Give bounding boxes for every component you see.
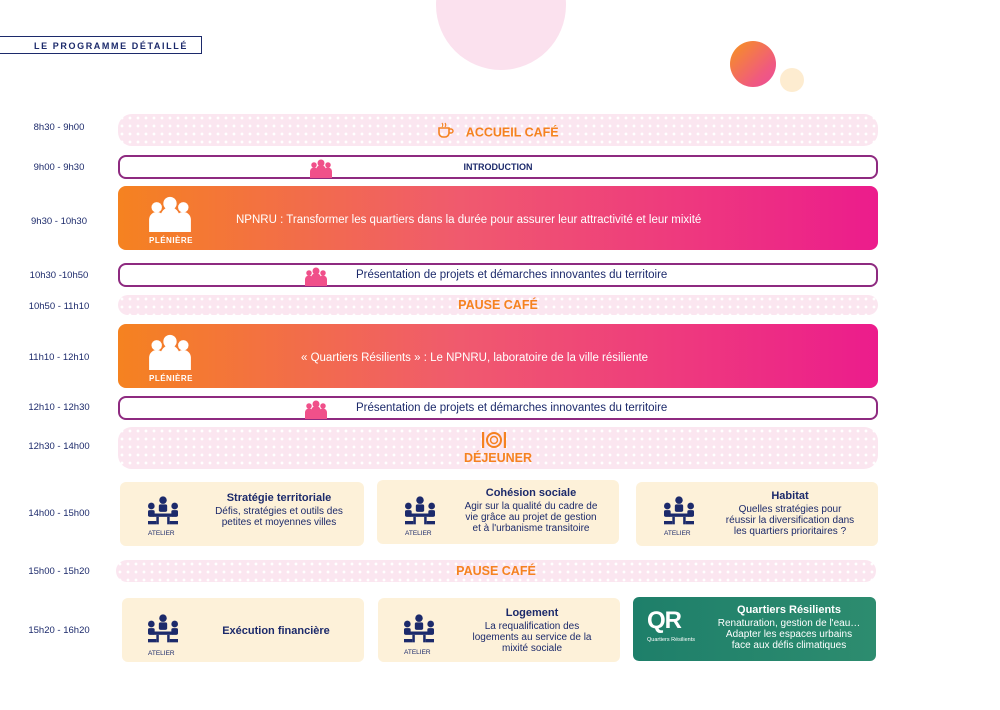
atelier-badge: ATELIER — [404, 649, 431, 656]
workshop-description: les quartiers prioritaires ? — [733, 526, 847, 537]
workshop-card — [377, 480, 619, 544]
workshop-description: Renaturation, gestion de l'eau… — [717, 618, 861, 629]
agenda-block-pleniere — [118, 324, 878, 388]
agenda-block-pleniere — [118, 186, 878, 250]
agenda-label: ACCUEIL CAFÉ — [465, 125, 559, 140]
workshop-icon — [146, 496, 180, 531]
session-type: PLÉNIÈRE — [149, 374, 194, 383]
workshop-icon — [402, 614, 436, 649]
agenda-block-presentation — [118, 396, 878, 420]
time-slot: 9h00 - 9h30 — [33, 162, 85, 173]
workshop-icon — [146, 614, 180, 649]
workshop-title: Stratégie territoriale — [226, 492, 332, 504]
time-slot: 12h10 - 12h30 — [28, 402, 90, 413]
workshop-description: La requalification des — [484, 621, 580, 632]
agenda-block-pause — [116, 560, 876, 582]
workshop-description: logements au service de la — [472, 632, 592, 643]
session-title: NPNRU : Transformer les quartiers dans la durée pour assurer leur attractivité et leur mixité — [236, 214, 702, 226]
session-type: PLÉNIÈRE — [149, 236, 194, 245]
plenary-people-icon — [145, 194, 195, 237]
session-title: Présentation de projets et démarches innovantes du territoire — [356, 402, 668, 414]
workshop-card — [636, 482, 878, 546]
audience-icon — [302, 399, 330, 424]
time-slot: 15h00 - 15h20 — [28, 566, 90, 577]
workshop-card — [120, 482, 364, 546]
agenda-label: PAUSE CAFÉ — [456, 564, 536, 578]
decorative-circle — [780, 68, 804, 92]
time-slot: 9h30 - 10h30 — [31, 216, 87, 227]
workshop-icon — [662, 496, 696, 531]
workshop-description: Adapter les espaces urbains — [725, 629, 853, 640]
workshop-description: petites et moyennes villes — [221, 517, 337, 528]
workshop-icon — [403, 496, 437, 531]
agenda-label: PAUSE CAFÉ — [458, 298, 538, 312]
time-slot: 10h30 -10h50 — [29, 270, 89, 281]
agenda-block-dejeuner — [118, 427, 878, 469]
workshop-card — [378, 598, 620, 662]
workshop-description: Quelles stratégies pour — [738, 504, 842, 515]
decorative-circle — [436, 0, 566, 70]
agenda-label: DÉJEUNER — [463, 451, 533, 465]
page-title: LE PROGRAMME DÉTAILLÉ — [0, 36, 202, 54]
workshop-description: Agir sur la qualité du cadre de — [464, 501, 598, 512]
qr-logo: QR — [647, 607, 681, 634]
workshop-description: mixité sociale — [501, 643, 563, 654]
time-slot: 12h30 - 14h00 — [28, 441, 90, 452]
workshop-card — [122, 598, 364, 662]
coffee-cup-icon — [437, 122, 455, 143]
workshop-description: face aux défis climatiques — [731, 640, 847, 651]
time-slot: 8h30 - 9h00 — [33, 122, 85, 133]
time-slot: 10h50 - 11h10 — [28, 301, 90, 312]
qr-logo-caption: Quartiers Résilients — [647, 637, 695, 643]
workshop-title: Habitat — [771, 490, 809, 502]
session-title: « Quartiers Résilients » : Le NPNRU, laboratoire de la ville résiliente — [301, 352, 649, 364]
audience-icon — [302, 266, 330, 291]
time-slot: 14h00 - 15h00 — [28, 508, 90, 519]
workshop-title: Logement — [505, 607, 559, 619]
agenda-block-presentation — [118, 263, 878, 287]
workshop-description: et à l'urbanisme transitoire — [472, 523, 590, 534]
atelier-badge: ATELIER — [664, 530, 691, 537]
atelier-badge: ATELIER — [148, 530, 175, 537]
agenda-block-pause — [118, 295, 878, 315]
workshop-title: Cohésion sociale — [485, 487, 577, 499]
agenda-block-introduction — [118, 155, 878, 179]
time-slot: 15h20 - 16h20 — [28, 625, 90, 636]
workshop-description: réussir la diversification dans — [725, 515, 855, 526]
plenary-people-icon — [145, 332, 195, 375]
session-title: Présentation de projets et démarches innovantes du territoire — [356, 269, 668, 281]
workshop-title: Quartiers Résilients — [737, 604, 841, 616]
workshop-description: vie grâce au projet de gestion — [465, 512, 597, 523]
workshop-card-quartiers-resilients — [633, 597, 876, 661]
atelier-badge: ATELIER — [148, 650, 175, 657]
atelier-badge: ATELIER — [405, 530, 432, 537]
workshop-title: Exécution financière — [222, 625, 330, 637]
agenda-block-accueil — [118, 114, 878, 146]
time-slot: 11h10 - 12h10 — [28, 352, 90, 363]
workshop-description: Défis, stratégies et outils des — [215, 506, 343, 517]
decorative-circle — [730, 41, 776, 87]
agenda-label: INTRODUCTION — [463, 162, 533, 172]
